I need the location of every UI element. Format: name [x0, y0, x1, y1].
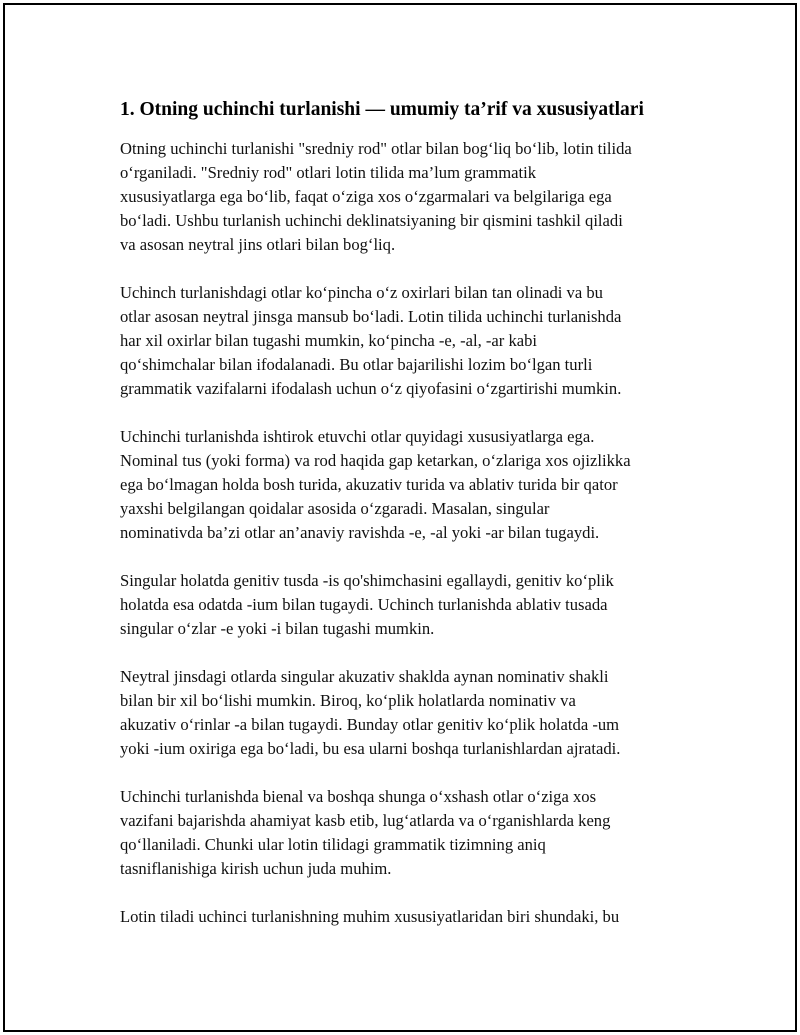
document-body	[120, 97, 700, 953]
text-line: ega bo‘lmagan holda bosh turida, akuzativ turida va ablativ turida bir qator	[120, 475, 618, 494]
text-line: Neytral jinsdagi otlarda singular akuzativ shaklda aynan nominativ shakli	[120, 667, 609, 686]
text-line: Nominal tus (yoki forma) va rod haqida gap ketarkan, o‘zlariga xos ojizlikka	[120, 451, 631, 470]
text-line: va asosan neytral jins otlari bilan bog‘liq.	[120, 235, 396, 254]
text-line: grammatik vazifalarni ifodalash uchun o‘z qiyofasini o‘zgartirishi mumkin.	[120, 379, 622, 398]
text-line: bo‘ladi. Ushbu turlanish uchinchi deklinatsiyaning bir qismini tashkil qiladi	[120, 211, 623, 230]
text-line: Lotin tiladi uchinci turlanishning muhim xususiyatlaridan biri shundaki, bu	[120, 907, 620, 926]
text-line: otlar asosan neytral jinsga mansub bo‘ladi. Lotin tilida uchinchi turlanishda	[120, 307, 622, 326]
text-line: Singular holatda genitiv tusda -is qo'shimchasini egallaydi, genitiv ko‘plik	[120, 571, 614, 590]
paragraph	[120, 905, 700, 929]
text-line: nominativda ba’zi otlar an’anaviy ravishda -e, -al yoki -ar bilan tugaydi.	[120, 523, 600, 542]
text-line: Uchinchi turlanishda bienal va boshqa shunga o‘xshash otlar o‘ziga xos	[120, 787, 597, 806]
text-line: tasniflanishiga kirish uchun juda muhim.	[120, 859, 392, 878]
paragraph	[120, 569, 700, 641]
text-line: o‘rganiladi. "Sredniy rod" otlari lotin tilida ma’lum grammatik	[120, 163, 537, 182]
text-line: bilan bir xil bo‘lishi mumkin. Biroq, ko‘plik holatlarda nominativ va	[120, 691, 576, 710]
section-heading: 1. Otning uchinchi turlanishi — umumiy ta’rif va xususiyatlari	[120, 99, 644, 120]
text-line: xususiyatlarga ega bo‘lib, faqat o‘ziga xos o‘zgarmalari va belgilariga ega	[120, 187, 612, 206]
paragraph	[120, 665, 700, 761]
text-line: Uchinchi turlanishda ishtirok etuvchi otlar quyidagi xususiyatlarga ega.	[120, 427, 595, 446]
paragraph	[120, 425, 700, 545]
text-line: Uchinch turlanishdagi otlar ko‘pincha o‘z oxirlari bilan tan olinadi va bu	[120, 283, 603, 302]
text-line: yoki -ium oxiriga ega bo‘ladi, bu esa ularni boshqa turlanishlardan ajratadi.	[120, 739, 621, 758]
text-line: yaxshi belgilangan qoidalar asosida o‘zgaradi. Masalan, singular	[120, 499, 550, 518]
text-line: akuzativ o‘rinlar -a bilan tugaydi. Bunday otlar genitiv ko‘plik holatda -um	[120, 715, 620, 734]
text-line: vazifani bajarishda ahamiyat kasb etib, lug‘atlarda va o‘rganishlarda keng	[120, 811, 611, 830]
text-line: holatda esa odatda -ium bilan tugaydi. Uchinch turlanishda ablativ tusada	[120, 595, 608, 614]
text-line: singular o‘zlar -e yoki -i bilan tugashi mumkin.	[120, 619, 435, 638]
document-page	[3, 3, 797, 1032]
text-line: har xil oxirlar bilan tugashi mumkin, ko‘pincha -e, -al, -ar kabi	[120, 331, 538, 350]
text-line: qo‘llaniladi. Chunki ular lotin tilidagi grammatik tizimning aniq	[120, 835, 546, 854]
text-line: qo‘shimchalar bilan ifodalanadi. Bu otlar bajarilishi lozim bo‘lgan turli	[120, 355, 593, 374]
paragraph	[120, 785, 700, 881]
paragraph	[120, 281, 700, 401]
text-line: Otning uchinchi turlanishi "sredniy rod" otlar bilan bog‘liq bo‘lib, lotin tilida	[120, 139, 632, 158]
paragraph	[120, 137, 700, 257]
